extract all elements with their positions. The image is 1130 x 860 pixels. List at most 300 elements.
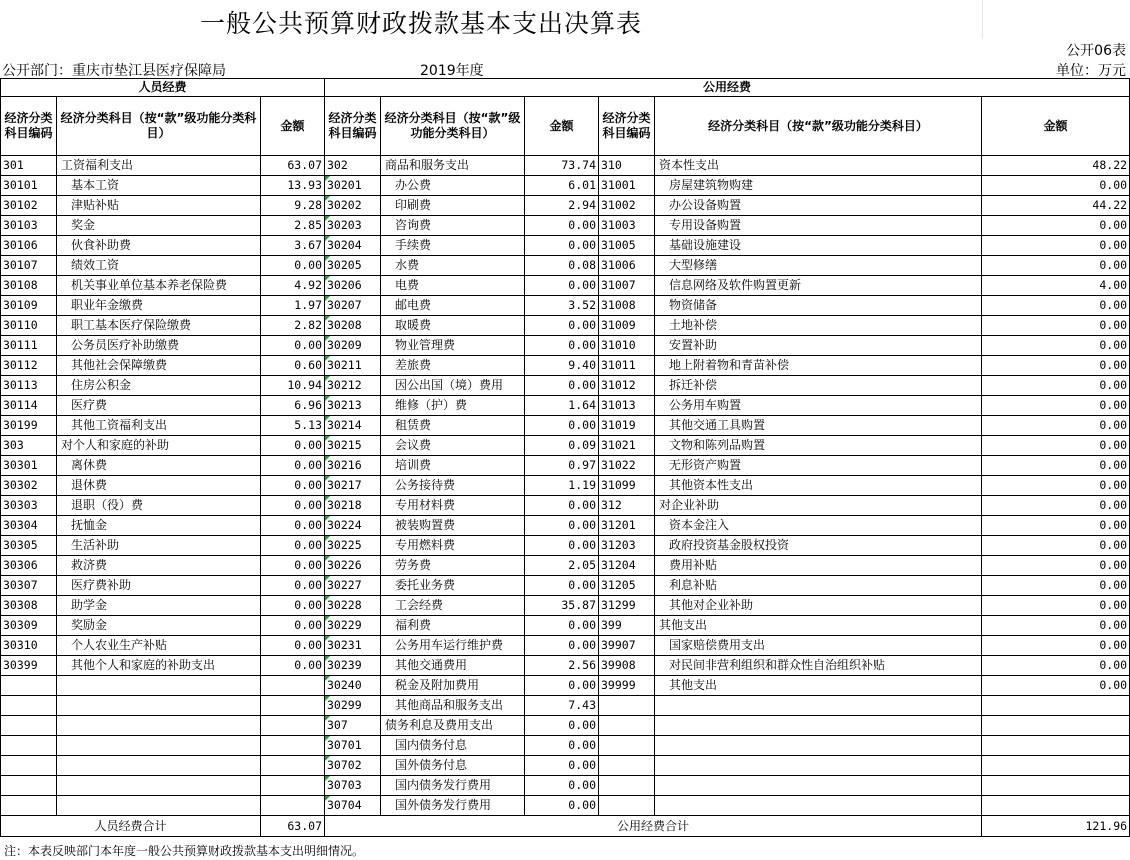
amount-cell: 0.00	[525, 576, 599, 596]
table-number: 公开06表	[1066, 43, 1126, 59]
name-cell: 退职（役）费	[57, 496, 261, 516]
name-cell: 职工基本医疗保险缴费	[57, 316, 261, 336]
table-row	[1, 256, 1130, 276]
name-cell: 其他支出	[655, 616, 982, 636]
name-cell	[655, 736, 982, 756]
code-cell: 30310	[1, 636, 57, 656]
amount-cell: 0.00	[982, 256, 1130, 276]
amount-cell: 0.00	[261, 436, 325, 456]
public-total-amount: 121.96	[982, 816, 1130, 837]
amount-cell: 0.00	[525, 756, 599, 776]
group-personnel: 人员经费	[1, 79, 325, 97]
name-cell: 工会经费	[381, 596, 525, 616]
header-name: 经济分类科目（按“款”级功能分类科目）	[655, 97, 982, 156]
code-cell: 30101	[1, 176, 57, 196]
name-cell: 办公费	[381, 176, 525, 196]
code-cell: 30199	[1, 416, 57, 436]
amount-cell: 44.22	[982, 196, 1130, 216]
code-cell: 303	[1, 436, 57, 456]
table-row	[1, 636, 1130, 656]
amount-cell: 0.00	[982, 616, 1130, 636]
name-cell: 奖金	[57, 216, 261, 236]
header-name: 经济分类科目（按“款”级功能分类科目）	[381, 97, 525, 156]
name-cell: 因公出国（境）费用	[381, 376, 525, 396]
name-cell: 邮电费	[381, 296, 525, 316]
code-cell: 31003	[599, 216, 655, 236]
name-cell: 其他对企业补助	[655, 596, 982, 616]
amount-cell: 0.00	[982, 296, 1130, 316]
code-cell: 31299	[599, 596, 655, 616]
name-cell: 生活补助	[57, 536, 261, 556]
personnel-total-amount: 63.07	[261, 816, 325, 837]
name-cell: 国内债务付息	[381, 736, 525, 756]
amount-cell: 0.00	[525, 516, 599, 536]
amount-cell: 0.00	[261, 596, 325, 616]
code-cell: 30702	[325, 756, 381, 776]
name-cell: 国家赔偿费用支出	[655, 636, 982, 656]
table-row	[1, 416, 1130, 436]
amount-cell: 0.00	[525, 376, 599, 396]
amount-cell: 0.00	[261, 516, 325, 536]
amount-cell: 0.00	[525, 796, 599, 816]
code-cell	[1, 736, 57, 756]
amount-cell: 0.00	[982, 516, 1130, 536]
code-cell: 30307	[1, 576, 57, 596]
table-row	[1, 156, 1130, 176]
column-header-row	[1, 97, 1130, 156]
name-cell: 专用燃料费	[381, 536, 525, 556]
code-cell: 30240	[325, 676, 381, 696]
code-cell: 30109	[1, 296, 57, 316]
code-cell: 30239	[325, 656, 381, 676]
name-cell: 对民间非营利组织和群众性自治组织补贴	[655, 656, 982, 676]
code-cell: 30224	[325, 516, 381, 536]
amount-cell: 2.82	[261, 316, 325, 336]
name-cell: 离休费	[57, 456, 261, 476]
name-cell: 公务员医疗补助缴费	[57, 336, 261, 356]
name-cell: 职业年金缴费	[57, 296, 261, 316]
table-row	[1, 576, 1130, 596]
amount-cell: 0.00	[982, 436, 1130, 456]
name-cell: 专用材料费	[381, 496, 525, 516]
code-cell: 30214	[325, 416, 381, 436]
amount-cell: 0.00	[982, 316, 1130, 336]
code-cell: 31009	[599, 316, 655, 336]
code-cell: 31012	[599, 376, 655, 396]
code-cell: 302	[325, 156, 381, 176]
table-row	[1, 696, 1130, 716]
amount-cell: 0.00	[261, 656, 325, 676]
code-cell: 31022	[599, 456, 655, 476]
amount-cell: 5.13	[261, 416, 325, 436]
name-cell: 个人农业生产补贴	[57, 636, 261, 656]
table-row	[1, 736, 1130, 756]
amount-cell: 0.00	[525, 236, 599, 256]
amount-cell	[261, 776, 325, 796]
table-row	[1, 716, 1130, 736]
amount-cell: 0.00	[261, 556, 325, 576]
name-cell	[655, 776, 982, 796]
code-cell: 312	[599, 496, 655, 516]
code-cell	[1, 696, 57, 716]
name-cell: 印刷费	[381, 196, 525, 216]
code-cell: 31007	[599, 276, 655, 296]
code-cell: 31201	[599, 516, 655, 536]
amount-cell: 0.00	[525, 316, 599, 336]
table-row	[1, 656, 1130, 676]
unit-label: 单位：万元	[1056, 63, 1126, 79]
amount-cell: 48.22	[982, 156, 1130, 176]
code-cell: 30216	[325, 456, 381, 476]
code-cell: 399	[599, 616, 655, 636]
amount-cell: 0.00	[982, 376, 1130, 396]
amount-cell: 0.00	[982, 656, 1130, 676]
name-cell: 水费	[381, 256, 525, 276]
amount-cell: 0.00	[525, 416, 599, 436]
table-number-row	[0, 38, 1130, 58]
name-cell: 伙食补助费	[57, 236, 261, 256]
code-cell: 30303	[1, 496, 57, 516]
amount-cell: 0.00	[525, 216, 599, 236]
name-cell	[57, 716, 261, 736]
amount-cell: 0.00	[982, 176, 1130, 196]
name-cell: 基础设施建设	[655, 236, 982, 256]
name-cell	[655, 796, 982, 816]
gridline	[982, 0, 983, 38]
amount-cell	[261, 736, 325, 756]
name-cell: 公务用车运行维护费	[381, 636, 525, 656]
name-cell: 抚恤金	[57, 516, 261, 536]
table-row	[1, 436, 1130, 456]
amount-cell	[982, 736, 1130, 756]
code-cell	[599, 736, 655, 756]
code-cell: 31010	[599, 336, 655, 356]
amount-cell: 0.00	[261, 636, 325, 656]
code-cell: 30305	[1, 536, 57, 556]
totals-row	[1, 816, 1130, 837]
amount-cell: 0.09	[525, 436, 599, 456]
code-cell: 30209	[325, 336, 381, 356]
amount-cell: 0.00	[261, 536, 325, 556]
table-row	[1, 556, 1130, 576]
code-cell: 301	[1, 156, 57, 176]
amount-cell: 0.00	[261, 456, 325, 476]
name-cell	[655, 696, 982, 716]
name-cell: 取暖费	[381, 316, 525, 336]
table-row	[1, 796, 1130, 816]
name-cell	[57, 776, 261, 796]
code-cell: 31011	[599, 356, 655, 376]
name-cell: 救济费	[57, 556, 261, 576]
name-cell: 房屋建筑物购建	[655, 176, 982, 196]
amount-cell: 6.96	[261, 396, 325, 416]
code-cell: 30103	[1, 216, 57, 236]
code-cell: 30112	[1, 356, 57, 376]
amount-cell: 1.64	[525, 396, 599, 416]
amount-cell: 0.00	[982, 236, 1130, 256]
code-cell: 307	[325, 716, 381, 736]
name-cell: 资本性支出	[655, 156, 982, 176]
code-cell: 30228	[325, 596, 381, 616]
name-cell: 国内债务发行费用	[381, 776, 525, 796]
name-cell: 会议费	[381, 436, 525, 456]
name-cell	[57, 676, 261, 696]
name-cell: 劳务费	[381, 556, 525, 576]
name-cell: 委托业务费	[381, 576, 525, 596]
amount-cell: 2.94	[525, 196, 599, 216]
code-cell: 30308	[1, 596, 57, 616]
amount-cell: 0.00	[982, 556, 1130, 576]
code-cell: 31203	[599, 536, 655, 556]
code-cell: 30203	[325, 216, 381, 236]
name-cell: 办公设备购置	[655, 196, 982, 216]
name-cell: 利息补贴	[655, 576, 982, 596]
name-cell	[57, 756, 261, 776]
name-cell: 绩效工资	[57, 256, 261, 276]
table-row	[1, 316, 1130, 336]
group-public: 公用经费	[325, 79, 1130, 97]
name-cell: 咨询费	[381, 216, 525, 236]
code-cell: 30110	[1, 316, 57, 336]
name-cell: 地上附着物和青苗补偿	[655, 356, 982, 376]
code-cell: 30206	[325, 276, 381, 296]
amount-cell: 1.97	[261, 296, 325, 316]
amount-cell: 9.28	[261, 196, 325, 216]
name-cell: 国外债务发行费用	[381, 796, 525, 816]
amount-cell	[982, 716, 1130, 736]
name-cell: 无形资产购置	[655, 456, 982, 476]
expenditure-table	[0, 78, 1130, 837]
amount-cell: 3.52	[525, 296, 599, 316]
amount-cell: 0.00	[982, 576, 1130, 596]
code-cell: 31006	[599, 256, 655, 276]
code-cell	[599, 796, 655, 816]
amount-cell: 4.00	[982, 276, 1130, 296]
name-cell	[655, 716, 982, 736]
name-cell: 其他社会保障缴费	[57, 356, 261, 376]
code-cell: 310	[599, 156, 655, 176]
code-cell	[1, 756, 57, 776]
amount-cell: 0.00	[525, 676, 599, 696]
name-cell: 物资储备	[655, 296, 982, 316]
name-cell: 其他工资福利支出	[57, 416, 261, 436]
footnote: 注：本表反映部门本年度一般公共预算财政拨款基本支出明细情况。	[4, 844, 365, 858]
code-cell: 30301	[1, 456, 57, 476]
table-row	[1, 296, 1130, 316]
amount-cell: 0.00	[261, 616, 325, 636]
amount-cell: 0.00	[982, 456, 1130, 476]
name-cell	[57, 736, 261, 756]
code-cell: 30304	[1, 516, 57, 536]
name-cell: 租赁费	[381, 416, 525, 436]
amount-cell: 0.00	[525, 716, 599, 736]
amount-cell: 0.00	[525, 336, 599, 356]
code-cell: 30302	[1, 476, 57, 496]
name-cell: 信息网络及软件购置更新	[655, 276, 982, 296]
header-name: 经济分类科目（按“款”级功能分类科目）	[57, 97, 261, 156]
amount-cell	[261, 676, 325, 696]
name-cell: 商品和服务支出	[381, 156, 525, 176]
code-cell: 30213	[325, 396, 381, 416]
amount-cell: 0.00	[982, 496, 1130, 516]
table-row	[1, 456, 1130, 476]
amount-cell: 0.00	[261, 576, 325, 596]
name-cell: 其他资本性支出	[655, 476, 982, 496]
amount-cell: 13.93	[261, 176, 325, 196]
code-cell: 31099	[599, 476, 655, 496]
amount-cell: 0.00	[982, 336, 1130, 356]
code-cell: 30218	[325, 496, 381, 516]
name-cell: 公务接待费	[381, 476, 525, 496]
code-cell: 30704	[325, 796, 381, 816]
header-amount: 金额	[261, 97, 325, 156]
table-row	[1, 776, 1130, 796]
code-cell: 31205	[599, 576, 655, 596]
code-cell: 30227	[325, 576, 381, 596]
table-row	[1, 236, 1130, 256]
code-cell	[1, 776, 57, 796]
name-cell: 对企业补助	[655, 496, 982, 516]
code-cell: 31002	[599, 196, 655, 216]
amount-cell: 63.07	[261, 156, 325, 176]
amount-cell: 0.97	[525, 456, 599, 476]
amount-cell: 0.00	[982, 416, 1130, 436]
code-cell: 31019	[599, 416, 655, 436]
code-cell: 30299	[325, 696, 381, 716]
amount-cell: 0.00	[525, 736, 599, 756]
amount-cell: 0.00	[525, 616, 599, 636]
code-cell: 39999	[599, 676, 655, 696]
name-cell: 工资福利支出	[57, 156, 261, 176]
name-cell: 对个人和家庭的补助	[57, 436, 261, 456]
name-cell	[57, 696, 261, 716]
code-cell: 30204	[325, 236, 381, 256]
amount-cell	[261, 716, 325, 736]
amount-cell: 0.00	[525, 276, 599, 296]
table-row	[1, 516, 1130, 536]
group-header-row	[1, 79, 1130, 97]
table-row	[1, 676, 1130, 696]
name-cell: 其他支出	[655, 676, 982, 696]
code-cell: 30212	[325, 376, 381, 396]
table-row	[1, 276, 1130, 296]
fiscal-year: 2019年度	[420, 63, 484, 79]
code-cell: 39907	[599, 636, 655, 656]
code-cell: 30229	[325, 616, 381, 636]
amount-cell	[261, 756, 325, 776]
code-cell: 30208	[325, 316, 381, 336]
code-cell: 39908	[599, 656, 655, 676]
code-cell: 30205	[325, 256, 381, 276]
amount-cell: 6.01	[525, 176, 599, 196]
code-cell: 30113	[1, 376, 57, 396]
amount-cell: 2.05	[525, 556, 599, 576]
department-label: 公开部门：重庆市垫江县医疗保障局	[2, 63, 226, 79]
name-cell: 基本工资	[57, 176, 261, 196]
code-cell: 30215	[325, 436, 381, 456]
name-cell: 退休费	[57, 476, 261, 496]
header-code: 经济分类科目编码	[1, 97, 57, 156]
table-row	[1, 536, 1130, 556]
code-cell	[599, 696, 655, 716]
code-cell: 31021	[599, 436, 655, 456]
name-cell: 津贴补贴	[57, 196, 261, 216]
code-cell: 30231	[325, 636, 381, 656]
name-cell: 机关事业单位基本养老保险费	[57, 276, 261, 296]
amount-cell: 35.87	[525, 596, 599, 616]
amount-cell: 0.00	[982, 216, 1130, 236]
name-cell: 福利费	[381, 616, 525, 636]
name-cell: 其他交通费用	[381, 656, 525, 676]
name-cell: 奖励金	[57, 616, 261, 636]
amount-cell: 0.00	[525, 636, 599, 656]
table-row	[1, 376, 1130, 396]
code-cell	[599, 716, 655, 736]
code-cell: 31008	[599, 296, 655, 316]
amount-cell	[261, 696, 325, 716]
code-cell: 30399	[1, 656, 57, 676]
code-cell	[599, 776, 655, 796]
table-row	[1, 216, 1130, 236]
amount-cell: 9.40	[525, 356, 599, 376]
name-cell: 文物和陈列品购置	[655, 436, 982, 456]
code-cell	[1, 676, 57, 696]
amount-cell: 73.74	[525, 156, 599, 176]
name-cell: 差旅费	[381, 356, 525, 376]
code-cell: 30207	[325, 296, 381, 316]
name-cell: 电费	[381, 276, 525, 296]
name-cell: 专用设备购置	[655, 216, 982, 236]
name-cell: 维修（护）费	[381, 396, 525, 416]
amount-cell: 3.67	[261, 236, 325, 256]
code-cell: 30306	[1, 556, 57, 576]
amount-cell	[982, 696, 1130, 716]
table-row	[1, 336, 1130, 356]
name-cell: 国外债务付息	[381, 756, 525, 776]
amount-cell: 0.00	[982, 636, 1130, 656]
code-cell: 30102	[1, 196, 57, 216]
name-cell: 其他交通工具购置	[655, 416, 982, 436]
table-row	[1, 756, 1130, 776]
amount-cell	[982, 776, 1130, 796]
code-cell	[1, 796, 57, 816]
code-cell: 31005	[599, 236, 655, 256]
amount-cell: 0.00	[982, 536, 1130, 556]
code-cell	[1, 716, 57, 736]
amount-cell	[261, 796, 325, 816]
table-row	[1, 596, 1130, 616]
page-title: 一般公共预算财政拨款基本支出决算表	[200, 9, 643, 38]
name-cell: 费用补贴	[655, 556, 982, 576]
name-cell: 债务利息及费用支出	[381, 716, 525, 736]
name-cell: 其他个人和家庭的补助支出	[57, 656, 261, 676]
code-cell: 30111	[1, 336, 57, 356]
name-cell: 医疗费	[57, 396, 261, 416]
table-row	[1, 396, 1130, 416]
amount-cell	[982, 756, 1130, 776]
code-cell: 30201	[325, 176, 381, 196]
name-cell: 被装购置费	[381, 516, 525, 536]
amount-cell: 2.56	[525, 656, 599, 676]
code-cell: 30309	[1, 616, 57, 636]
amount-cell: 0.00	[525, 536, 599, 556]
name-cell: 培训费	[381, 456, 525, 476]
amount-cell: 0.00	[982, 596, 1130, 616]
amount-cell: 4.92	[261, 276, 325, 296]
name-cell	[655, 756, 982, 776]
table-row	[1, 476, 1130, 496]
code-cell: 30202	[325, 196, 381, 216]
